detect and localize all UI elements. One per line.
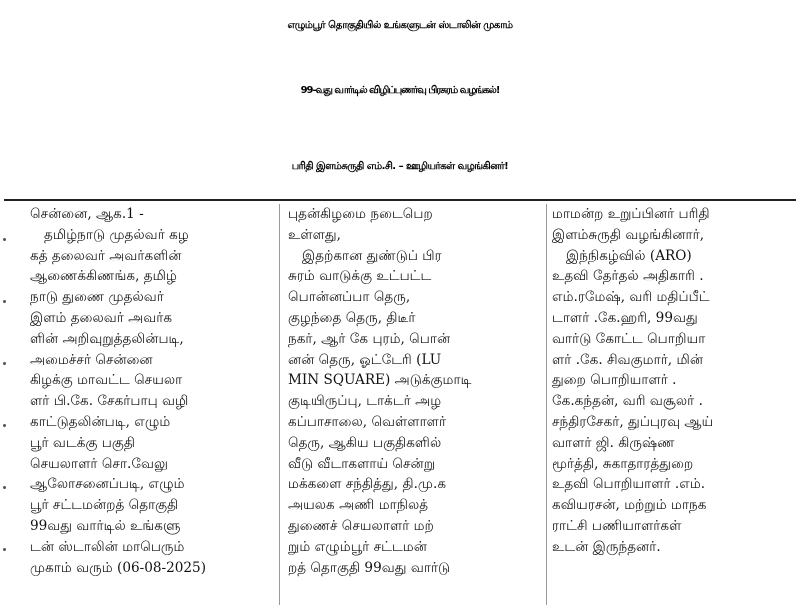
scan-edge-mark — [3, 424, 6, 427]
article-line: ஆலோசனைப்படி, எழும் — [30, 476, 185, 493]
article-line: MIN SQUARE) அடுக்குமாடி — [288, 372, 472, 389]
article-line: மக்களை சந்தித்து, தி.மு.க — [288, 476, 447, 493]
scan-edge-mark — [3, 486, 6, 489]
column-divider — [279, 204, 280, 605]
article-line: இளம்சுருதி வழங்கினார், — [552, 226, 705, 243]
article-line: நாடு துணை முதல்வர் — [30, 289, 164, 306]
article-line: றும் எழும்பூர் சட்டமன் — [288, 538, 427, 555]
article-line: எம்.ரமேஷ், வரி மதிப்பீட் — [552, 289, 710, 306]
article-line: சந்திரசேகர், துப்புரவு ஆய் — [552, 413, 714, 430]
article-line: றத் தொகுதி 99வது வார்டு — [288, 559, 451, 576]
scan-edge-mark — [3, 548, 6, 551]
article-line: ஆணைக்கிணங்க, தமிழ் — [30, 268, 177, 285]
article-line: னன் தெரு, ஓட்டேரி (LU — [288, 351, 442, 368]
article-line: உள்ளது, — [288, 226, 341, 243]
article-line: டாளர் .கே.ஹரி, 99வது — [552, 309, 698, 326]
article-line: சுரம் வாடுக்கு உட்பட்ட — [288, 268, 432, 285]
article-line: 99வது வார்டில் உங்களு — [30, 517, 181, 534]
article-line: முகாம் வரும் (06-08-2025) — [30, 559, 207, 576]
scan-edge-mark — [3, 362, 6, 365]
headline-subtitle: பரிதி இளம்சுருதி எம்.சி. – ஊழியர்கள் வழங்கினர்! — [291, 161, 509, 172]
article-line: உடன் இருந்தனர். — [552, 538, 661, 555]
article-line: இந்நிகழ்வில் (ARO) — [566, 247, 692, 264]
scan-edge-mark — [3, 238, 6, 241]
article-line: உதவி தேர்தல் அதிகாரி . — [552, 268, 704, 285]
article-column-3 — [552, 204, 792, 607]
article-line: கவியரசன், மற்றும் மாநக — [552, 497, 707, 514]
article-line: தெரு, ஆகிய பகுதிகளில் — [288, 434, 442, 451]
article-line: உதவி பொறியாளர் .எம். — [552, 476, 706, 493]
article-line: காட்டுதலின்படி, எழும் — [30, 413, 171, 430]
article-line: சென்னை, ஆக.1 - — [30, 206, 144, 222]
article-line: வார்டு கோட்ட பொறியா — [552, 330, 706, 347]
column-divider — [546, 204, 547, 605]
article-line: நகர், ஆர் கே புரம், பொன் — [288, 330, 451, 347]
article-line: குழந்தை தெரு, திடீர் — [288, 309, 416, 326]
article-line: பூர் வடக்கு பகுதி — [30, 434, 136, 451]
article-line: ளர் பி.கே. சேகர்பாபு வழி — [30, 393, 189, 410]
headline-rule — [4, 199, 796, 201]
article-line: ராட்சி பணியாளர்கள் — [552, 517, 682, 534]
article-line: கத் தலைவர் அவர்களின் — [30, 247, 182, 264]
article-line: துணைச் செயலாளர் மற் — [288, 517, 434, 534]
article-line: பொன்னப்பா தெரு, — [288, 289, 411, 306]
article-line: இளம் தலைவர் அவர்க — [30, 309, 173, 326]
article-line: ளின் அறிவுறுத்தலின்படி, — [30, 330, 184, 347]
article-column-2 — [288, 204, 540, 607]
article-line: கே.கந்தன், வரி வசூலர் . — [552, 393, 703, 410]
article-line: தமிழ்நாடு முதல்வர் கழ — [44, 226, 189, 243]
article-line: செயலாளர் சொ.வேலு — [30, 455, 169, 472]
article-line: குடியிருப்பு, டாக்டர் அழ — [288, 393, 442, 410]
article-line: மூர்த்தி, சுகாதாரத்துறை — [552, 455, 694, 472]
article-line: கப்பாசாலை, வெள்ளாளர் — [288, 413, 447, 430]
article-line: அமைச்சர் சென்னை — [30, 351, 153, 368]
headline-title: 99-வது வார்டில் விழிப்புணர்வு பிரசுரம் வழங்கல்! — [300, 85, 500, 96]
article-line: டன் ஸ்டாலின் மாபெரும் — [30, 538, 185, 555]
article-line: வாளர் ஜி. கிருஷ்ண — [552, 434, 675, 451]
article-line: மாமன்ற உறுப்பினர் பரிதி — [552, 206, 710, 222]
article-line: புதன்கிழமை நடைபெற — [288, 206, 433, 222]
article-line: ளர் .கே. சிவகுமார், மின் — [552, 351, 704, 368]
scan-edge-mark — [3, 300, 6, 303]
article-line: இதற்கான துண்டுப் பிர — [302, 247, 442, 264]
article-line: துறை பொறியாளர் . — [552, 372, 677, 389]
article-line: அயலக அணி மாநிலத் — [288, 497, 429, 514]
article-column-1 — [30, 204, 270, 607]
article-line: கிழக்கு மாவட்ட செயலா — [30, 372, 183, 389]
article-line: வீடு வீடாகளாய் சென்று — [288, 455, 436, 472]
article-line: பூர் சட்டமன்றத் தொகுதி — [30, 497, 179, 514]
headline-kicker: எழும்பூர் தொகுதியில் உங்களுடன் ஸ்டாலின் முகாம் — [287, 20, 513, 31]
